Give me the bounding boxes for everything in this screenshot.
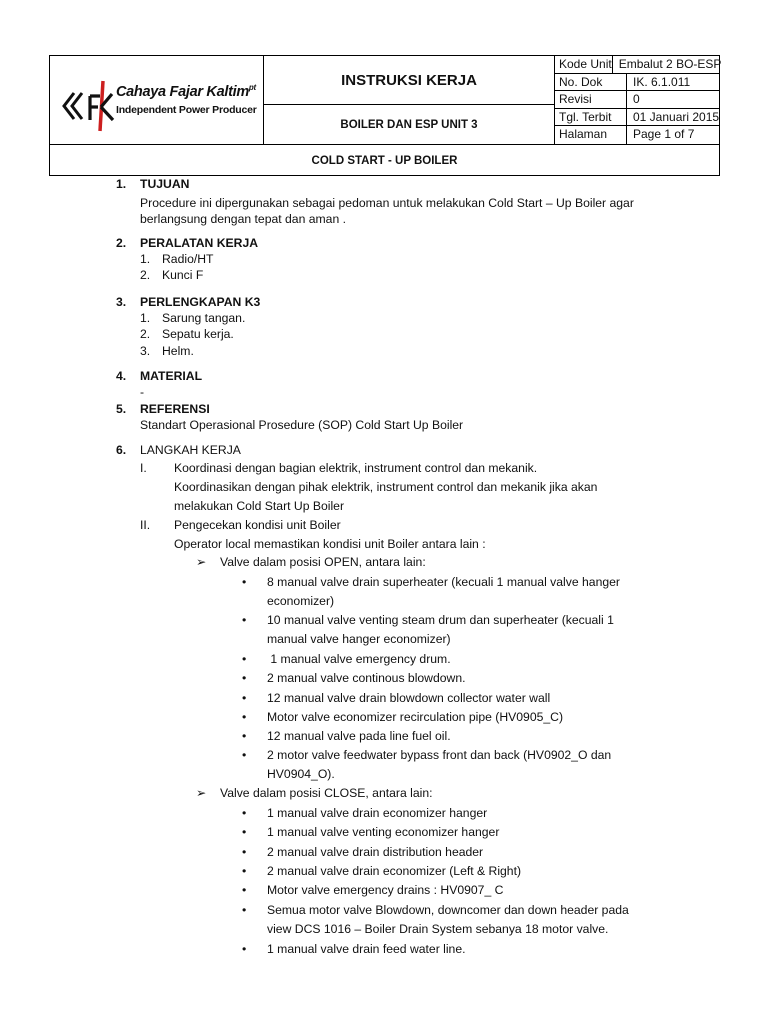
bullet-icon: • — [242, 942, 247, 956]
section-number: 1. — [116, 177, 127, 191]
list-item: Motor valve economizer recirculation pipe (HV0905_C) — [267, 710, 564, 724]
document-header-table — [49, 55, 720, 176]
section-title-perlengkapan: PERLENGKAPAN K3 — [140, 295, 261, 309]
step-number: II. — [140, 518, 151, 532]
doc-type: INSTRUKSI KERJA — [264, 56, 554, 105]
unit-title: BOILER DAN ESP UNIT 3 — [340, 118, 478, 131]
meta-key: Revisi — [555, 91, 627, 108]
list-item: 8 manual valve drain superheater (kecuali 1 manual valve hanger — [267, 575, 620, 589]
list-item: manual valve hanger economizer) — [267, 632, 451, 646]
meta-row — [555, 126, 720, 144]
meta-key: Tgl. Terbit — [555, 109, 627, 126]
list-number: 2. — [140, 327, 151, 341]
bullet-icon: • — [242, 710, 247, 724]
step-title: Pengecekan kondisi unit Boiler — [174, 518, 341, 532]
section-title-langkah: LANGKAH KERJA — [140, 443, 241, 457]
logo-cell — [50, 56, 264, 144]
company-logo-icon — [60, 76, 118, 134]
bullet-icon: • — [242, 806, 247, 820]
paragraph-line: - — [140, 385, 145, 399]
meta-key: Halaman — [555, 126, 627, 144]
section-number: 5. — [116, 402, 127, 416]
bullet-icon: • — [242, 883, 247, 897]
paragraph-line: berlangsung dengan tepat dan aman . — [140, 212, 346, 226]
meta-row — [555, 91, 720, 109]
step-title: Koordinasi dengan bagian elektrik, instrument control dan mekanik. — [174, 461, 538, 475]
meta-value: IK. 6.1.011 — [633, 74, 691, 89]
list-number: 1. — [140, 252, 151, 266]
bullet-icon: • — [242, 613, 247, 627]
bullet-icon: • — [242, 903, 247, 917]
list-item: HV0904_O). — [267, 767, 335, 781]
paragraph-line: melakukan Cold Start Up Boiler — [174, 499, 345, 513]
paragraph-line: Standart Operasional Prosedure (SOP) Cold Start Up Boiler — [140, 418, 464, 432]
section-number: 3. — [116, 295, 127, 309]
step-number: I. — [140, 461, 147, 475]
section-title-peralatan: PERALATAN KERJA — [140, 236, 259, 250]
meta-value: 01 Januari 2015 — [633, 109, 720, 124]
list-item: Kunci F — [162, 268, 204, 282]
section-title-tujuan: TUJUAN — [140, 177, 190, 191]
bullet-icon: • — [242, 652, 247, 666]
list-item: view DCS 1016 – Boiler Drain System sebanya 18 motor valve. — [267, 922, 609, 936]
list-item: 1 manual valve emergency drum. — [267, 652, 451, 666]
meta-table — [555, 56, 720, 144]
meta-row — [555, 56, 720, 74]
bullet-icon: • — [242, 845, 247, 859]
bullet-icon: • — [242, 691, 247, 705]
list-item: 10 manual valve venting steam drum dan superheater (kecuali 1 — [267, 613, 614, 627]
meta-row — [555, 74, 720, 92]
list-number: 3. — [140, 344, 151, 358]
list-item: 1 manual valve venting economizer hanger — [267, 825, 500, 839]
list-number: 1. — [140, 311, 151, 325]
section-number: 6. — [116, 443, 127, 457]
arrow-bullet-icon: ➢ — [196, 555, 207, 569]
list-item: Radio/HT — [162, 252, 214, 266]
meta-row — [555, 109, 720, 127]
list-item: 1 manual valve drain economizer hanger — [267, 806, 488, 820]
section-title-referensi: REFERENSI — [140, 402, 210, 416]
list-item: economizer) — [267, 594, 335, 608]
bullet-icon: • — [242, 575, 247, 589]
section-number: 2. — [116, 236, 127, 250]
title-cell — [264, 56, 555, 144]
list-item: Sepatu kerja. — [162, 327, 234, 341]
meta-value: Embalut 2 BO-ESP — [618, 57, 722, 71]
company-tagline: Independent Power Producer — [116, 104, 257, 116]
paragraph-line: Koordinasikan dengan pihak elektrik, instrument control dan mekanik jika akan — [174, 480, 598, 494]
bullet-icon: • — [242, 864, 247, 878]
list-item: 2 motor valve feedwater bypass front dan back (HV0902_O dan — [267, 748, 612, 762]
section-title-material: MATERIAL — [140, 369, 203, 383]
meta-key: Kode Unit — [555, 56, 613, 73]
document-title: COLD START - UP BOILER — [50, 144, 719, 176]
list-item: 2 manual valve drain distribution header — [267, 845, 484, 859]
list-item: 12 manual valve pada line fuel oil. — [267, 729, 451, 743]
list-item: Sarung tangan. — [162, 311, 246, 325]
list-item: 2 manual valve drain economizer (Left & Right) — [267, 864, 522, 878]
list-number: 2. — [140, 268, 151, 282]
meta-key: No. Dok — [555, 74, 627, 91]
section-number: 4. — [116, 369, 127, 383]
subheading-close: Valve dalam posisi CLOSE, antara lain: — [220, 786, 433, 800]
company-name: Cahaya Fajar Kaltim$^{pt}$ — [116, 83, 256, 100]
arrow-bullet-icon: ➢ — [196, 786, 207, 800]
bullet-icon: • — [242, 748, 247, 762]
list-item: 1 manual valve drain feed water line. — [267, 942, 466, 956]
list-item: 2 manual valve continous blowdown. — [267, 671, 466, 685]
meta-value: Page 1 of 7 — [633, 127, 695, 142]
list-item: Motor valve emergency drains : HV0907_ C — [267, 883, 504, 897]
list-item: 12 manual valve drain blowdown collector water wall — [267, 691, 551, 705]
bullet-icon: • — [242, 729, 247, 743]
paragraph-line: Operator local memastikan kondisi unit Boiler antara lain : — [174, 537, 486, 551]
subheading-open: Valve dalam posisi OPEN, antara lain: — [220, 555, 426, 569]
list-item: Helm. — [162, 344, 194, 358]
bullet-icon: • — [242, 671, 247, 685]
list-item: Semua motor valve Blowdown, downcomer dan down header pada — [267, 903, 629, 917]
meta-value: 0 — [633, 92, 640, 107]
bullet-icon: • — [242, 825, 247, 839]
paragraph-line: Procedure ini dipergunakan sebagai pedoman untuk melakukan Cold Start – Up Boiler agar — [140, 196, 634, 210]
